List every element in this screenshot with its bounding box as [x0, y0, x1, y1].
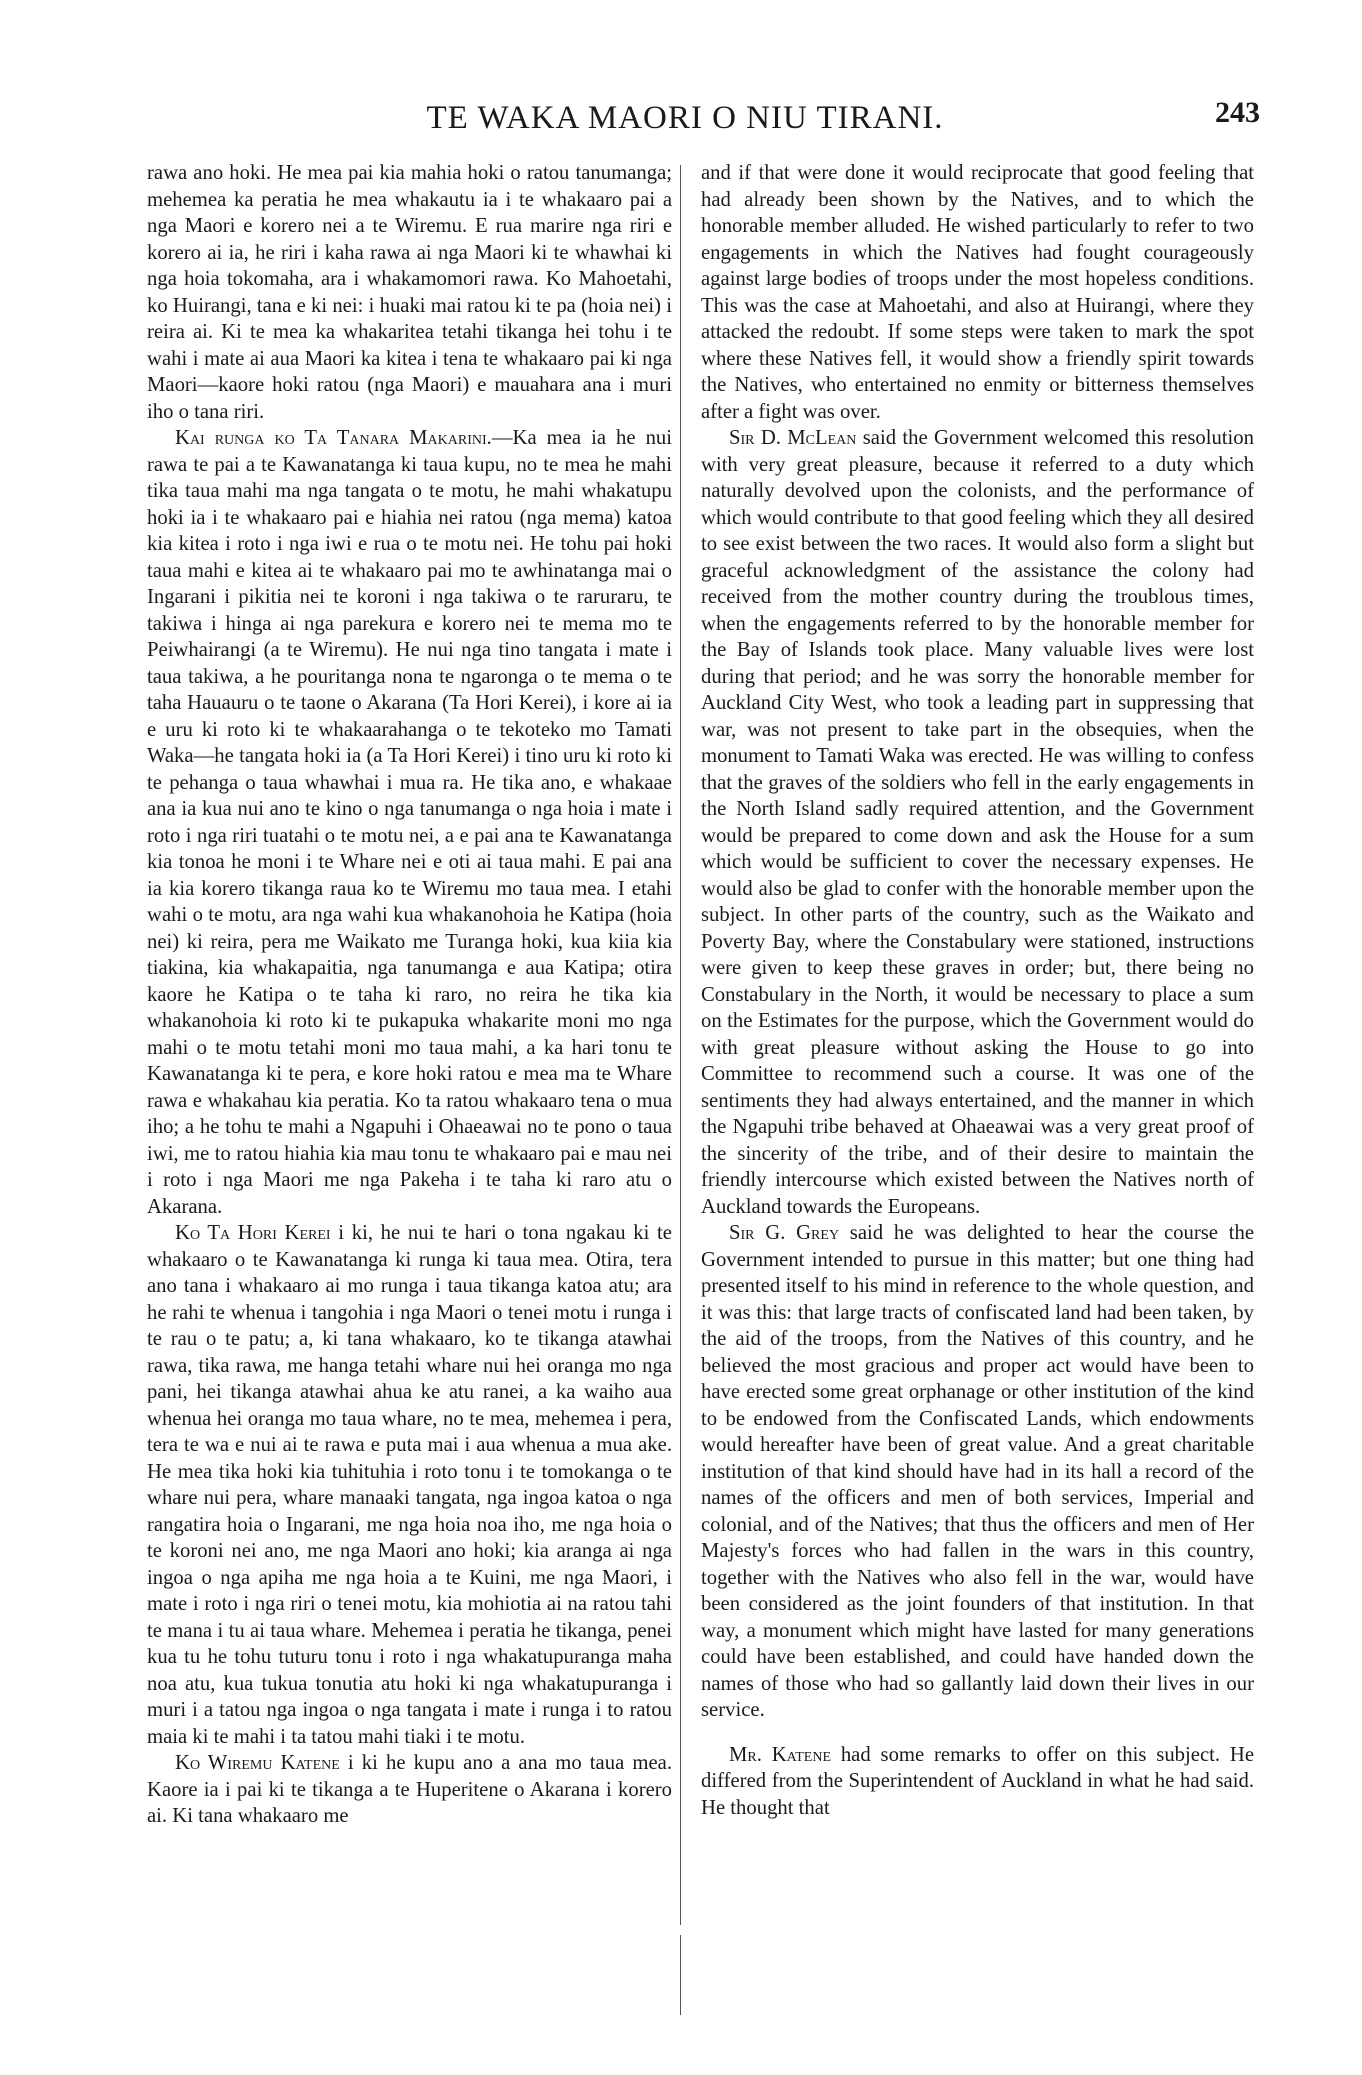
running-title: TE WAKA MAORI O NIU TIRANI.: [426, 100, 944, 136]
speaker-name: Ko Wiremu Katene: [175, 1752, 340, 1774]
speaker-name: Ko Ta Hori Kerei: [175, 1222, 331, 1244]
paragraph-text: said the Government welcomed this resolution with very great pleasure, because it referred to a duty which naturally devolved upon the colonists, and the performance of which would contribute to that good feeling which they all desired to see exist between the two races. It would also form a slight but graceful acknowledgment of the assistance the colony had received from the mother country during the troublous times, when the engagements referred to by the honorable member for the Bay of Islands took place. Many valuable lives were lost during that period; and he was sorry the honorable member for Auckland City West, who took a leading part in suppressing that war, was not present to take part in the obsequies, when the monument to Tamati Waka was erected. He was willing to confess that the graves of the soldiers who fell in the early engagements in the North Island sadly required attention, and the Government would be prepared to come down and ask the House for a sum which would be sufficient to cover the necessary expenses. He would also be glad to confer with the honorable member upon the subject. In other parts of the country, such as the Waikato and Poverty Bay, where the Constabulary were stationed, instructions were given to keep these graves in order; but, there being no Constabulary in the North, it would be necessary to place a sum on the Estimates for the purpose, which the Government would do with great pleasure without asking the House to go into Committee to recommend such a course. It was one of the sentiments they had always entertained, and the manner in which the Ngapuhi tribe behaved at Ohaeawai was a very great proof of the sincerity of the tribe, and of their desire to maintain the friendly intercourse which existed between the Natives north of Auckland towards the Europeans.: [701, 427, 1254, 1218]
english-text-column: [701, 160, 1254, 1821]
paragraph: [701, 425, 1254, 1220]
paragraph: [147, 1750, 672, 1830]
paragraph: [701, 1220, 1254, 1724]
page-number: 243: [1215, 96, 1260, 129]
section-gap: [701, 1724, 1254, 1742]
paragraph: [147, 425, 672, 1220]
maori-text-column: [147, 160, 672, 1830]
column-divider: [680, 165, 681, 1925]
paragraph: and if that were done it would reciprocate that good feeling that had already been shown by the Natives, and to which the honorable member alluded. He wished particularly to refer to two engagements in which the Natives had fought courageously against large bodies of troops under the most hopeless conditions. This was the case at Mahoetahi, and also at Huirangi, where they attacked the redoubt. If some steps were taken to mark the spot where these Natives fell, it would show a friendly spirit towards the Natives, who entertained no enmity or bitterness themselves after a fight was over.: [701, 162, 1254, 423]
paragraph-text: said he was delighted to hear the course the Government intended to pursue in this matter; but one thing had presented itself to his mind in reference to the whole question, and it was this: that large tracts of confiscated land had been taken, by the aid of the troops, from the Natives of this country, and he believed the most gracious and proper act would have been to have erected some great orphanage or other institution of the kind to be endowed from the Confiscated Lands, which endowments would hereafter have been of great value. And a great charitable institution of that kind should have had in its hall a record of the names of the officers and men of both services, Imperial and colonial, and of the Natives; that thus the officers and men of Her Majesty's forces who had fallen in the wars in this country, together with the Natives who also fell in the war, would have been considered as the joint founders of that institution. In that way, a monument which might have lasted for many generations could have been established, and could have handed down the names of those who had so gallantly laid down their lives in our service.: [701, 1222, 1255, 1721]
paragraph-text: i ki, he nui te hari o tona ngakau ki te whakaaro o te Kawanatanga ki runga ki taua mea. Otira, tera ano tana i whakaaro ai mo runga i taua tikanga katoa atu; ara he rahi te whenua i tangohia i nga Maori o tenei motu i runga i te rau o te patu; a, ki tana whakaaro, ko te tikanga atawhai rawa, tika rawa, me hanga tetahi whare nui hei oranga mo nga pani, hei tikanga atawhai ahua ke atu ranei, a ka waiho aua whenua hei oranga mo taua whare, no te mea, mehemea i pera, tera te wa e nui ai te rawa e puta mai i aua whenua a mua ake. He mea tika hoki kia tuhituhia i roto tonu i te tomokanga o te whare nui pera, whare manaaki tangata, nga ingoa katoa o nga rangatira hoia o Ingarani, me nga hoia noa iho, me nga hoia o te koroni nei ano, me nga Maori ano hoki; kia aranga ai nga ingoa o nga apiha me nga hoia a te Kuini, me nga Maori, i mate i roto i nga riri o tenei motu, kia mohiotia ai na ratou tahi te mana i tu ai taua whare. Mehemea i peratia he tikanga, penei kua tu he tohu tuturu tonu i roto i nga whakatupuranga maha noa atu, kua tukua tonutia atu hoki ki nga whakatupuranga i muri i a tatou nga ingoa o nga tangata i mate i runga i to ratou maia ki te mahi i ta tatou mahi tiaki i te motu.: [147, 1222, 672, 1748]
paragraph: rawa ano hoki. He mea pai kia mahia hoki o ratou tanumanga; mehemea ka peratia he mea whakautu ia i te whakaaro pai a nga Maori e korero nei a te Wiremu. E rua marire nga riri e korero ai ia, he riri i kaha rawa ai nga Maori ki te whawhai ki nga hoia tokomaha, ara i whakamomori rawa. Ko Mahoetahi, ko Huirangi, tana e ki nei: i huaki mai ratou ki te pa (hoia nei) i reira ai. Ki te mea ka whakaritea tetahi tikanga hei tohu i te wahi i mate ai aua Maori ka kitea i tena te whakaaro pai ki nga Maori—kaore hoki ratou (nga Maori) e mauahara ana i muri iho o tana riri.: [147, 162, 672, 423]
paragraph-text: i ki he kupu ano a ana mo taua mea. Kaore ia i pai ki te tikanga a te Huperitene o Akarana i korero ai. Ki tana whakaaro me: [147, 1752, 672, 1827]
page-header: [110, 96, 1260, 150]
speaker-name: Mr. Katene: [729, 1743, 831, 1766]
speaker-name: Sir G. Grey: [729, 1222, 840, 1244]
paragraph: [147, 1220, 672, 1750]
paragraph-text: had some remarks to offer on this subject. He differed from the Superintendent of Auckland in what he had said. He thought that: [701, 1743, 1254, 1819]
paragraph-text: —Ka mea ia he nui rawa te pai a te Kawanatanga ki taua kupu, no te mea he mahi tika taua mahi ma nga tangata o te motu, he mahi whakatupu hoki ia i te whakaaro pai e hiahia nei ratou (nga mema) katoa kia kitea i roto i nga iwi e rua o te motu nei. He tohu pai hoki taua mahi e kitea ai te whakaaro pai mo te awhinatanga mai o Ingarani i pikitia nei te koroni i nga takiwa o te raruraru, te takiwa i hinga ai nga parekura e korero nei te mema mo te Peiwhairangi (a te Wiremu). He nui nga tino tangata i mate i taua takiwa, a he pouritanga nona te ngaronga o te mema o te taha Hauauru o te taone o Akarana (Ta Hori Kerei), i kore ai ia e uru ki roto ki te whakaarahanga o te tekoteko mo Tamati Waka—he tangata hoki ia (a Ta Hori Kerei) i tino uru ki roto ki te pehanga o taua whawhai i mua ra. He tika ano, e whakaae ana ia kua nui ano te kino o nga tanumanga o nga hoia i mate i roto i nga riri tuatahi o te motu nei, a e pai ana te Kawanatanga kia tonoa he moni i te Whare nei e oti ai taua mahi. E pai ana ia kia korero tikanga raua ko te Wiremu mo taua mea. I etahi wahi o te motu, ara nga wahi kua whakanohoia he Katipa (hoia nei) ki reira, pera me Waikato me Turanga hoki, kua kiia kia tiakina, kia whakapaitia, nga tanumanga e aua Katipa; otira kaore he Katipa o te taha ki raro, no reira he tika kia whakanohoia ki roto ki te pukapuka whakarite moni mo nga mahi o te motu tetahi moni mo taua mahi, a ka hari tonu te Kawanatanga ki te pera, e kore hoki ratou e mea ma te Whare rawa e whakahau kia peratia. Ko ta ratou whakaaro tena o mua iho; a he tohu te mahi a Ngapuhi i Ohaeawai no te pono o taua iwi, me to ratou hiahia kia mau tonu te whakaaro pai e mau nei i roto i nga Maori me nga Pakeha i te taha ki raro atu o Akarana.: [147, 427, 672, 1218]
paragraph: [701, 1742, 1254, 1822]
speaker-name: Sir D. McLean: [729, 427, 857, 449]
column-divider-lower: [680, 1935, 681, 2015]
speaker-name: Kai runga ko Ta Tanara Makarini.: [175, 427, 492, 449]
